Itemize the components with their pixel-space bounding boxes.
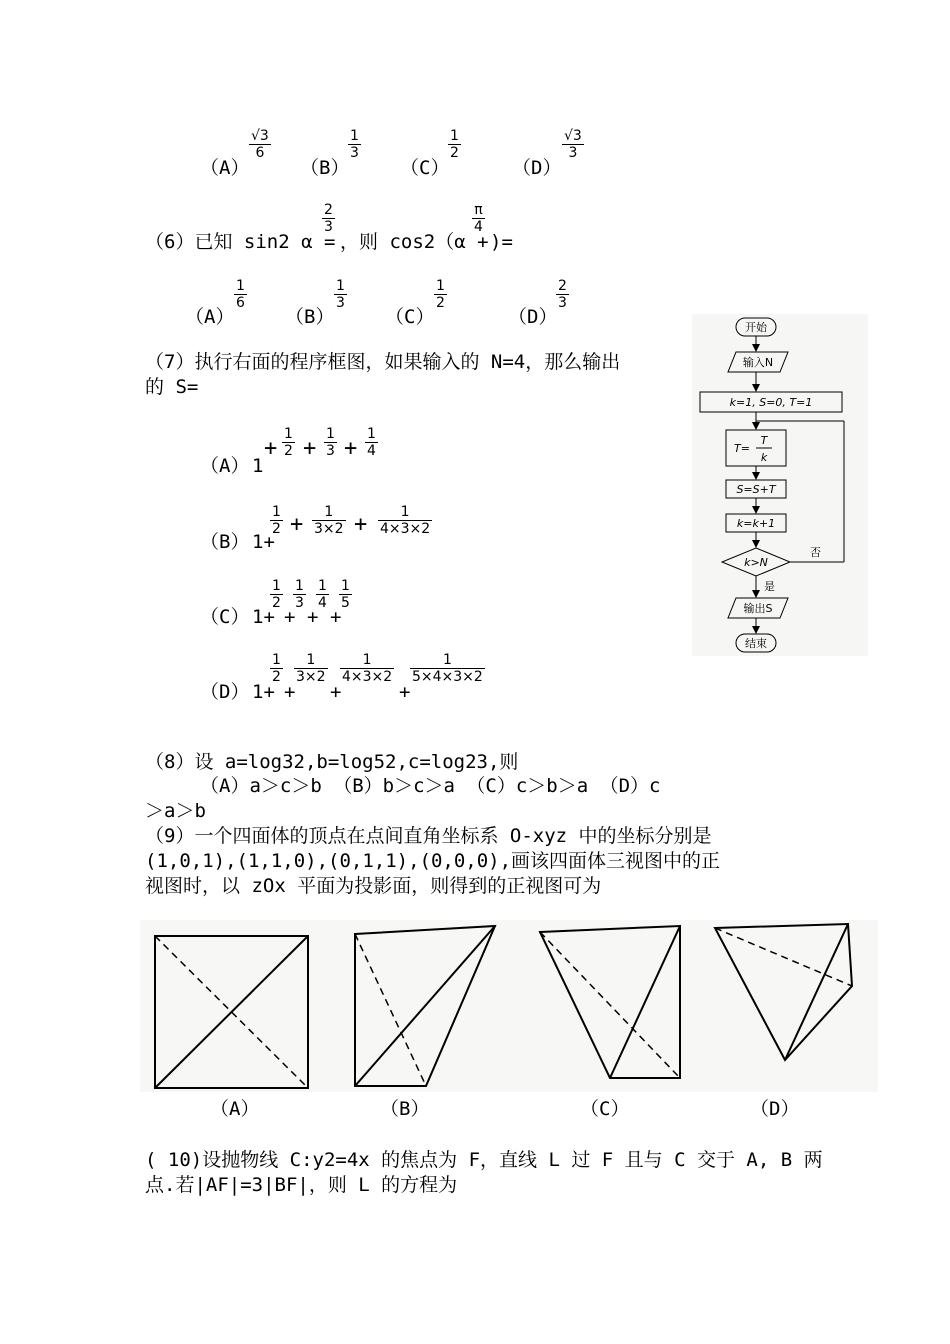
q7-c-term-3: 1 4 (318, 578, 327, 611)
q7-choice-b-label: （B） (200, 531, 250, 553)
plus-sign: + (307, 606, 319, 628)
q7-c-term-4: 1 5 (341, 578, 350, 611)
flow-output-text: 输出S (743, 602, 773, 615)
flow-yes-label: 是 (764, 580, 775, 593)
q7-a-term-3: 1 4 (367, 426, 376, 459)
q6-choice-d-fraction: 2 3 (558, 278, 567, 311)
flow-step-k-text: k=k+1 (736, 517, 776, 530)
q6-stem-b: ，则 cos2（α + (340, 231, 489, 253)
plus-sign: + (264, 436, 278, 461)
program-flowchart (692, 314, 868, 656)
q6-choice-a-fraction: 1 6 (236, 278, 245, 311)
q8-choices: （A）a＞c＞b （B）b＞c＞a （C）c＞b＞a （D）c (200, 775, 661, 797)
plus-sign: + (290, 512, 304, 537)
plus-sign: + (303, 436, 317, 461)
flow-step-s-text: S=S+T (736, 483, 776, 496)
q8-choices-wrap: ＞a＞b (145, 800, 206, 822)
q9-label-c: （C） (580, 1098, 630, 1120)
q7-choice-c-lead: 1+ (252, 606, 275, 628)
q7-choice-d-label: （D） (200, 681, 250, 703)
q7-c-term-1: 1 2 (272, 578, 281, 611)
flow-step-t-lhs: T= (734, 442, 750, 455)
plus-sign: + (330, 681, 342, 703)
flow-start-text: 开始 (745, 321, 767, 334)
q5-choice-b-fraction: 1 3 (350, 128, 359, 161)
flow-condition-text: k>N (744, 556, 768, 569)
q9-label-b: （B） (380, 1098, 430, 1120)
q6-choice-d-label: （D） (508, 306, 558, 328)
q9-view-figures (140, 920, 878, 1092)
q7-d-term-3: 1 4×3×2 (342, 652, 393, 685)
q9-label-a: （A） (210, 1098, 260, 1120)
q7-a-term-2: 1 3 (326, 426, 335, 459)
q8-stem: （8）设 a=log32,b=log52,c=log23,则 (145, 751, 519, 773)
q9-stem-line2: (1,0,1),(1,1,0),(0,1,1),(0,0,0),画该四面体三视图中的正 (145, 850, 721, 872)
q7-stem-line1: （7）执行右面的程序框图，如果输入的 N=4，那么输出 (145, 351, 621, 373)
q5-choice-d-label: （D） (512, 157, 562, 179)
q5-choice-c-fraction: 1 2 (450, 128, 459, 161)
flow-step-t-num: T (760, 434, 768, 447)
q7-b-term-2: 1 3×2 (314, 504, 344, 537)
q7-d-term-4: 1 5×4×3×2 (412, 652, 483, 685)
flow-step-t-den: k (760, 451, 768, 464)
q6-choice-c-fraction: 1 2 (436, 278, 445, 311)
q7-choice-b-lead: 1+ (252, 531, 275, 553)
q7-b-term-3: 1 4×3×2 (380, 504, 431, 537)
flow-input-text: 输入N (742, 356, 774, 369)
plus-sign: + (284, 606, 296, 628)
q9-stem-line1: （9）一个四面体的顶点在点间直角坐标系 O-xyz 中的坐标分别是 (145, 825, 712, 847)
q7-d-term-2: 1 3×2 (296, 652, 326, 685)
q7-choice-a-lead: 1 (252, 455, 264, 477)
q9-stem-line3: 视图时，以 zOx 平面为投影面，则得到的正视图可为 (145, 875, 602, 897)
q10-stem-line2: 点.若|AF|=3|BF|，则 L 的方程为 (145, 1174, 458, 1196)
q7-c-term-2: 1 3 (295, 578, 304, 611)
q6-stem-c: )= (490, 231, 513, 253)
q7-choice-a-label: （A） (200, 455, 250, 477)
q6-stem-a: （6）已知 sin2 α = (145, 231, 336, 253)
q7-a-term-1: 1 2 (284, 426, 293, 459)
q9-label-d: （D） (750, 1098, 800, 1120)
q5-choice-a-fraction: √3 6 (251, 128, 269, 161)
q5-choice-b-label: （B） (300, 157, 350, 179)
flow-init-text: k=1, S=0, T=1 (729, 396, 813, 409)
q5-choice-d-fraction: √3 3 (564, 128, 582, 161)
q6-frac-pi-quarter: π 4 (474, 202, 483, 235)
q10-stem-line1: ( 10)设抛物线 C:y2=4x 的焦点为 F，直线 L 过 F 且与 C 交于 A, B 两 (145, 1149, 823, 1171)
q6-choice-a-label: （A） (185, 306, 235, 328)
q6-frac-two-thirds: 2 3 (324, 202, 333, 235)
q7-choice-d-lead: 1+ (252, 681, 275, 703)
flow-end-text: 结束 (745, 637, 767, 650)
q6-choice-b-fraction: 1 3 (336, 278, 345, 311)
plus-sign: + (354, 512, 368, 537)
q5-choice-c-label: （C） (400, 157, 450, 179)
q5-choice-a-label: （A） (200, 157, 250, 179)
q7-d-term-1: 1 2 (272, 652, 281, 685)
plus-sign: + (284, 681, 296, 703)
plus-sign: + (344, 436, 358, 461)
q6-choice-c-label: （C） (385, 306, 435, 328)
q7-stem-line2: 的 S= (145, 376, 199, 398)
q7-b-term-1: 1 2 (272, 504, 281, 537)
flow-no-label: 否 (810, 546, 821, 559)
q6-choice-b-label: （B） (285, 306, 335, 328)
plus-sign: + (399, 681, 411, 703)
plus-sign: + (330, 606, 342, 628)
q7-choice-c-label: （C） (200, 606, 250, 628)
